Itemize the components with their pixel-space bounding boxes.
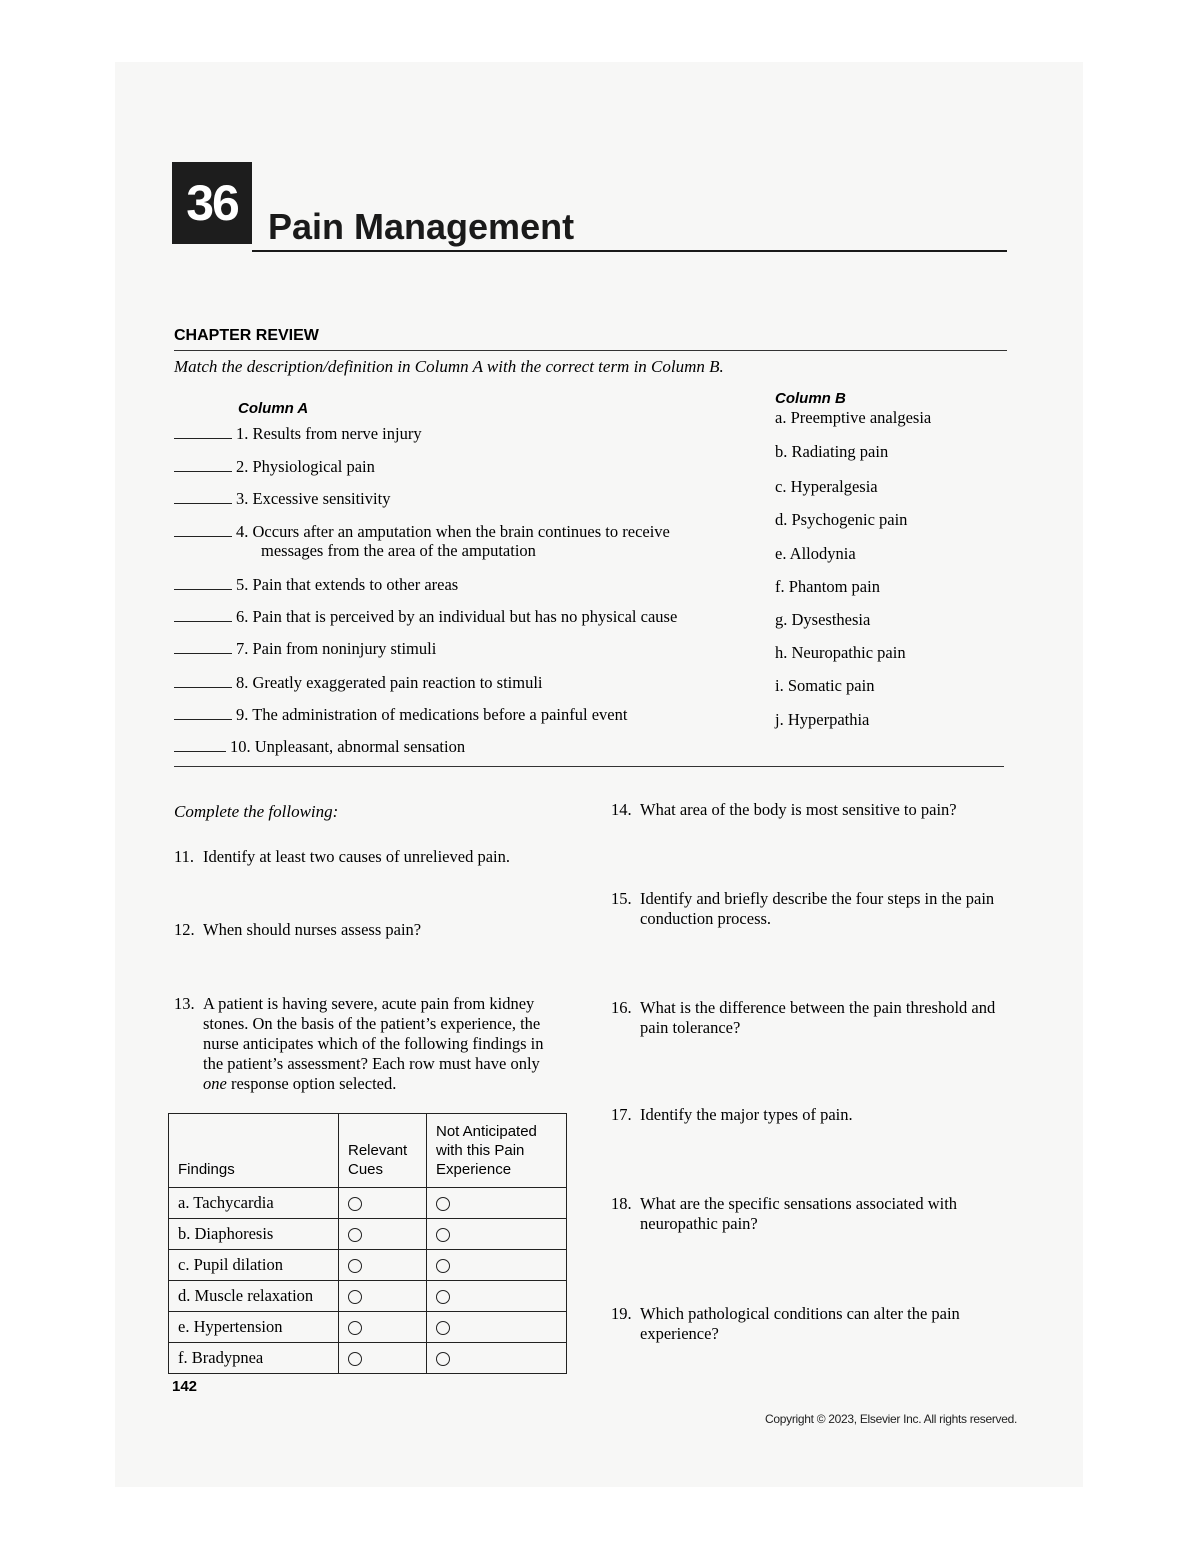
column-b-term: j. Hyperpathia xyxy=(775,710,870,729)
review-heading-rule xyxy=(174,350,1007,351)
chapter-title: Pain Management xyxy=(268,206,575,247)
answer-blank[interactable] xyxy=(174,457,232,472)
relevant-radio[interactable] xyxy=(348,1259,362,1273)
not-anticipated-radio[interactable] xyxy=(436,1228,450,1242)
column-a-heading: Column A xyxy=(238,400,309,417)
column-b-term: i. Somatic pain xyxy=(775,676,875,695)
question-12: 12. When should nurses assess pain? xyxy=(174,920,422,939)
matching-instruction: Match the description/definition in Column A with the correct term in Column B. xyxy=(174,357,724,376)
column-b-heading: Column B xyxy=(775,390,846,407)
column-a-item: 10. Unpleasant, abnormal sensation xyxy=(174,737,465,756)
column-a-item: 3. Excessive sensitivity xyxy=(174,489,390,508)
answer-blank[interactable] xyxy=(174,489,232,504)
finding-label: a. Tachycardia xyxy=(169,1188,339,1219)
column-a-item: 9. The administration of medications before a painful event xyxy=(174,705,627,724)
findings-table xyxy=(168,1113,567,1374)
column-b-term: g. Dysesthesia xyxy=(775,610,871,629)
finding-label: c. Pupil dilation xyxy=(169,1250,339,1281)
table-row xyxy=(169,1312,567,1343)
relevant-cues-header: Relevant Cues xyxy=(339,1114,427,1188)
chapter-review-heading: CHAPTER REVIEW xyxy=(174,327,319,344)
table-row xyxy=(169,1281,567,1312)
answer-blank[interactable] xyxy=(174,424,232,439)
relevant-radio[interactable] xyxy=(348,1321,362,1335)
relevant-radio[interactable] xyxy=(348,1197,362,1211)
finding-label: e. Hypertension xyxy=(169,1312,339,1343)
answer-blank[interactable] xyxy=(174,575,232,590)
answer-blank[interactable] xyxy=(174,639,232,654)
question-15: 15. Identify and briefly describe the four steps in the pain conduction process. xyxy=(611,889,995,928)
column-b-term: a. Preemptive analgesia xyxy=(775,408,932,427)
question-16: 16. What is the difference between the pain threshold and pain tolerance? xyxy=(611,998,996,1037)
table-row xyxy=(169,1219,567,1250)
chapter-number-badge: 36 xyxy=(172,162,252,244)
not-anticipated-header: Not Anticipated with this Pain Experience xyxy=(427,1114,567,1188)
relevant-radio[interactable] xyxy=(348,1290,362,1304)
copyright-notice: Copyright © 2023, Elsevier Inc. All rights reserved. xyxy=(765,1412,1018,1426)
column-a-item: 5. Pain that extends to other areas xyxy=(174,575,458,594)
column-b-term: c. Hyperalgesia xyxy=(775,477,878,496)
not-anticipated-radio[interactable] xyxy=(436,1321,450,1335)
column-b-term: h. Neuropathic pain xyxy=(775,643,906,662)
question-14: 14. What area of the body is most sensitive to pain? xyxy=(611,800,957,819)
column-b-term: f. Phantom pain xyxy=(775,577,880,596)
not-anticipated-radio[interactable] xyxy=(436,1352,450,1366)
answer-blank[interactable] xyxy=(174,737,226,752)
column-a-item: 6. Pain that is perceived by an individual but has no physical cause xyxy=(174,607,677,626)
not-anticipated-radio[interactable] xyxy=(436,1197,450,1211)
column-a-item: 8. Greatly exaggerated pain reaction to stimuli xyxy=(174,673,543,692)
finding-label: f. Bradypnea xyxy=(169,1343,339,1374)
question-18: 18. What are the specific sensations associated with neuropathic pain? xyxy=(611,1194,958,1233)
column-a-item: 7. Pain from noninjury stimuli xyxy=(174,639,436,658)
complete-heading: Complete the following: xyxy=(174,802,339,821)
finding-label: d. Muscle relaxation xyxy=(169,1281,339,1312)
title-rule xyxy=(252,250,1007,252)
relevant-radio[interactable] xyxy=(348,1352,362,1366)
question-11: 11. Identify at least two causes of unrelieved pain. xyxy=(174,847,510,866)
answer-blank[interactable] xyxy=(174,607,232,622)
table-row xyxy=(169,1250,567,1281)
finding-label: b. Diaphoresis xyxy=(169,1219,339,1250)
question-13: 13. A patient is having severe, acute pain from kidney stones. On the basis of the patient’s experience, the nurse anticipates which of the following findings in the patient’s assessment? Each row must have only one response option selected. xyxy=(174,994,544,1093)
column-a-item: 2. Physiological pain xyxy=(174,457,375,476)
table-row xyxy=(169,1343,567,1374)
not-anticipated-radio[interactable] xyxy=(436,1290,450,1304)
answer-blank[interactable] xyxy=(174,522,232,537)
answer-blank[interactable] xyxy=(174,673,232,688)
page-number: 142 xyxy=(172,1378,198,1395)
table-row xyxy=(169,1188,567,1219)
question-19: 19. Which pathological conditions can alter the pain experience? xyxy=(611,1304,960,1343)
column-b-term: e. Allodynia xyxy=(775,544,856,563)
column-b-term: d. Psychogenic pain xyxy=(775,510,908,529)
answer-blank[interactable] xyxy=(174,705,232,720)
matching-section-rule xyxy=(174,766,1004,767)
question-17: 17. Identify the major types of pain. xyxy=(611,1105,853,1124)
not-anticipated-radio[interactable] xyxy=(436,1259,450,1273)
relevant-radio[interactable] xyxy=(348,1228,362,1242)
column-a-item: 4. Occurs after an amputation when the brain continues to receive messages from the area of the amputation xyxy=(174,522,670,560)
findings-header: Findings xyxy=(169,1114,339,1188)
column-b-term: b. Radiating pain xyxy=(775,442,889,461)
column-a-item: 1. Results from nerve injury xyxy=(174,424,422,443)
